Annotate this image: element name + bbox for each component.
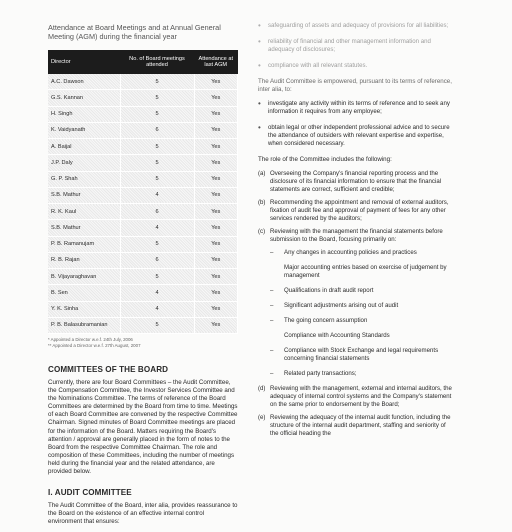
table-row — [48, 220, 238, 236]
bullet-icon: • — [258, 21, 261, 30]
director-name-cell: Y. K. Sinha — [48, 301, 120, 317]
agm-attendance-cell: Yes — [194, 139, 238, 155]
director-name-cell: R. B. Rajan — [48, 252, 120, 268]
footnote: * Appointed a Director w.e.f. 24th July, 2006 — [48, 337, 133, 342]
director-name-cell: P. B. Balasubramanian — [48, 317, 120, 333]
sub-item: – Significant adjustments arising out of audit — [270, 302, 399, 310]
meetings-attended-cell: 5 — [120, 139, 194, 155]
role-item: (e) Reviewing the adequacy of the internal audit function, including the structure of the internal audit department, staffing and seniority of the official heading the — [258, 414, 451, 438]
left-column — [48, 0, 238, 532]
role-item: (c) Reviewing with the management the financial statements before submission to the Board, focusing primarily on: — [258, 228, 443, 244]
meetings-attended-cell: 6 — [120, 252, 194, 268]
director-name-cell: S.B. Mathur — [48, 220, 120, 236]
bullet-item: • investigate any activity within its terms of reference and to seek any information it requires from any employee; — [258, 99, 450, 116]
director-name-cell: K. Vaidyanath — [48, 122, 120, 138]
table-row — [48, 285, 238, 301]
table-row — [48, 139, 238, 155]
agm-attendance-cell: Yes — [194, 171, 238, 187]
director-name-cell: A.C. Dawson — [48, 74, 120, 90]
director-name-cell: P. B. Ramanujam — [48, 236, 120, 252]
agm-attendance-cell: Yes — [194, 106, 238, 122]
sub-item: – Any changes in accounting policies and practices — [270, 249, 417, 257]
table-header-board-meetings: No. of Board meetings attended — [120, 50, 194, 74]
director-name-cell: B. Sen — [48, 285, 120, 301]
table-row — [48, 106, 238, 122]
director-name-cell: B. Vijayaraghavan — [48, 269, 120, 285]
bullet-icon: • — [258, 61, 261, 70]
meetings-attended-cell: 6 — [120, 204, 194, 220]
table-row — [48, 317, 238, 333]
director-name-cell: G.S. Kannan — [48, 90, 120, 106]
agm-attendance-cell: Yes — [194, 204, 238, 220]
bullet-icon: • — [258, 123, 261, 133]
committees-paragraph: Currently, there are four Board Committees – the Audit Committee, the Compensation Committee, the Investor Services Committee and the Nominations Committee. The terms of reference of the Board Committees are determined by the Board from time to time. Meetings of each Board Committee are convened by the respective Committee Chairman. Signed minutes of Board Committee meetings are placed for the information of the Board. Matters requiring the Board's attention / approval are generally placed in the form of notes to the Board from the respective Committee Chairman. The role and composition of these Committees, including the number of meetings held during the financial year and the related attendance, are provided below. — [48, 379, 238, 476]
role-item: (a) Overseeing the Company's financial reporting process and the disclosure of its financial information to ensure that the financial statements are correct, sufficient and credible; — [258, 170, 442, 194]
agm-attendance-cell: Yes — [194, 187, 238, 203]
director-name-cell: A. Baijal — [48, 139, 120, 155]
director-name-cell: S.B. Mathur — [48, 187, 120, 203]
meetings-attended-cell: 5 — [120, 90, 194, 106]
footnote: ** Appointed a Director w.e.f. 27th August, 2007 — [48, 343, 141, 348]
table-row — [48, 90, 238, 106]
table-row — [48, 252, 238, 268]
director-name-cell: J.P. Daly — [48, 155, 120, 171]
committees-heading: COMMITTEES OF THE BOARD — [48, 365, 169, 374]
meetings-attended-cell: 4 — [120, 285, 194, 301]
meetings-attended-cell: 5 — [120, 106, 194, 122]
meetings-attended-cell: 5 — [120, 317, 194, 333]
table-row — [48, 122, 238, 138]
agm-attendance-cell: Yes — [194, 317, 238, 333]
director-name-cell: G. P. Shah — [48, 171, 120, 187]
footnotes — [48, 337, 238, 349]
meetings-attended-cell: 4 — [120, 187, 194, 203]
sub-item: – Qualifications in draft audit report — [270, 287, 374, 295]
agm-attendance-cell: Yes — [194, 285, 238, 301]
agm-attendance-cell: Yes — [194, 122, 238, 138]
meetings-attended-cell: 5 — [120, 74, 194, 90]
audit-committee-paragraph: The Audit Committee of the Board, inter alia, provides reassurance to the Board on the existence of an effective internal control environment that ensures: — [48, 502, 238, 526]
agm-attendance-cell: Yes — [194, 220, 238, 236]
bullet-item: • safeguarding of assets and adequacy of provisions for all liabilities; — [258, 21, 449, 30]
director-name-cell: R. K. Kaul — [48, 204, 120, 220]
meetings-attended-cell: 5 — [120, 269, 194, 285]
agm-attendance-cell: Yes — [194, 236, 238, 252]
sub-item-continuation: Compliance with Accounting Standards — [284, 332, 390, 340]
bullet-icon: • — [258, 99, 261, 109]
director-name-cell: H. Singh — [48, 106, 120, 122]
table-row — [48, 269, 238, 285]
agm-attendance-cell: Yes — [194, 74, 238, 90]
sub-item: – The going concern assumption — [270, 317, 368, 325]
table-row — [48, 204, 238, 220]
audit-committee-heading: I. AUDIT COMMITTEE — [48, 488, 132, 498]
right-column — [258, 22, 454, 443]
table-row — [48, 74, 238, 90]
role-paragraph: The role of the Committee includes the following: — [258, 156, 392, 164]
bullet-item: • compliance with all relevant statutes. — [258, 61, 368, 70]
bullet-item: • obtain legal or other independent professional advice and to secure the attendance of outsiders with relevant expertise and expertise, when considered necessary. — [258, 123, 450, 148]
table-header-agm: Attendance at last AGM — [194, 50, 238, 74]
sub-item: – Related party transactions; — [270, 370, 357, 378]
role-item: (d) Reviewing with the management, external and internal auditors, the adequacy of internal control systems and the Company's statement on the same prior to endorsement by the Board; — [258, 385, 452, 409]
bullet-icon: • — [258, 37, 261, 46]
agm-attendance-cell: Yes — [194, 301, 238, 317]
meetings-attended-cell: 4 — [120, 220, 194, 236]
agm-attendance-cell: Yes — [194, 90, 238, 106]
table-row — [48, 155, 238, 171]
agm-attendance-cell: Yes — [194, 155, 238, 171]
table-header-director: Director — [48, 50, 120, 74]
meetings-attended-cell: 6 — [120, 122, 194, 138]
meetings-attended-cell: 5 — [120, 155, 194, 171]
sub-item: – Compliance with Stock Exchange and legal requirements concerning financial statements — [270, 347, 439, 363]
bullet-item: • reliability of financial and other management information and adequacy of disclosures; — [258, 37, 431, 53]
role-item: (b) Recommending the appointment and removal of external auditors, fixation of audit fee and approval of payment of fees for any other services rendered by the auditors; — [258, 199, 449, 223]
attendance-table — [48, 50, 238, 334]
meetings-attended-cell: 5 — [120, 171, 194, 187]
agm-attendance-cell: Yes — [194, 269, 238, 285]
empowered-paragraph: The Audit Committee is empowered, pursuant to its terms of reference, inter alia, to: — [258, 78, 452, 94]
table-row — [48, 301, 238, 317]
table-row — [48, 236, 238, 252]
meetings-attended-cell: 5 — [120, 236, 194, 252]
sub-item-continuation: Major accounting entries based on exercise of judgement by management — [284, 264, 447, 280]
agm-attendance-cell: Yes — [194, 252, 238, 268]
table-row — [48, 187, 238, 203]
meetings-attended-cell: 4 — [120, 301, 194, 317]
attendance-title: Attendance at Board Meetings and at Annual General Meeting (AGM) during the financial year — [48, 23, 221, 41]
table-row — [48, 171, 238, 187]
